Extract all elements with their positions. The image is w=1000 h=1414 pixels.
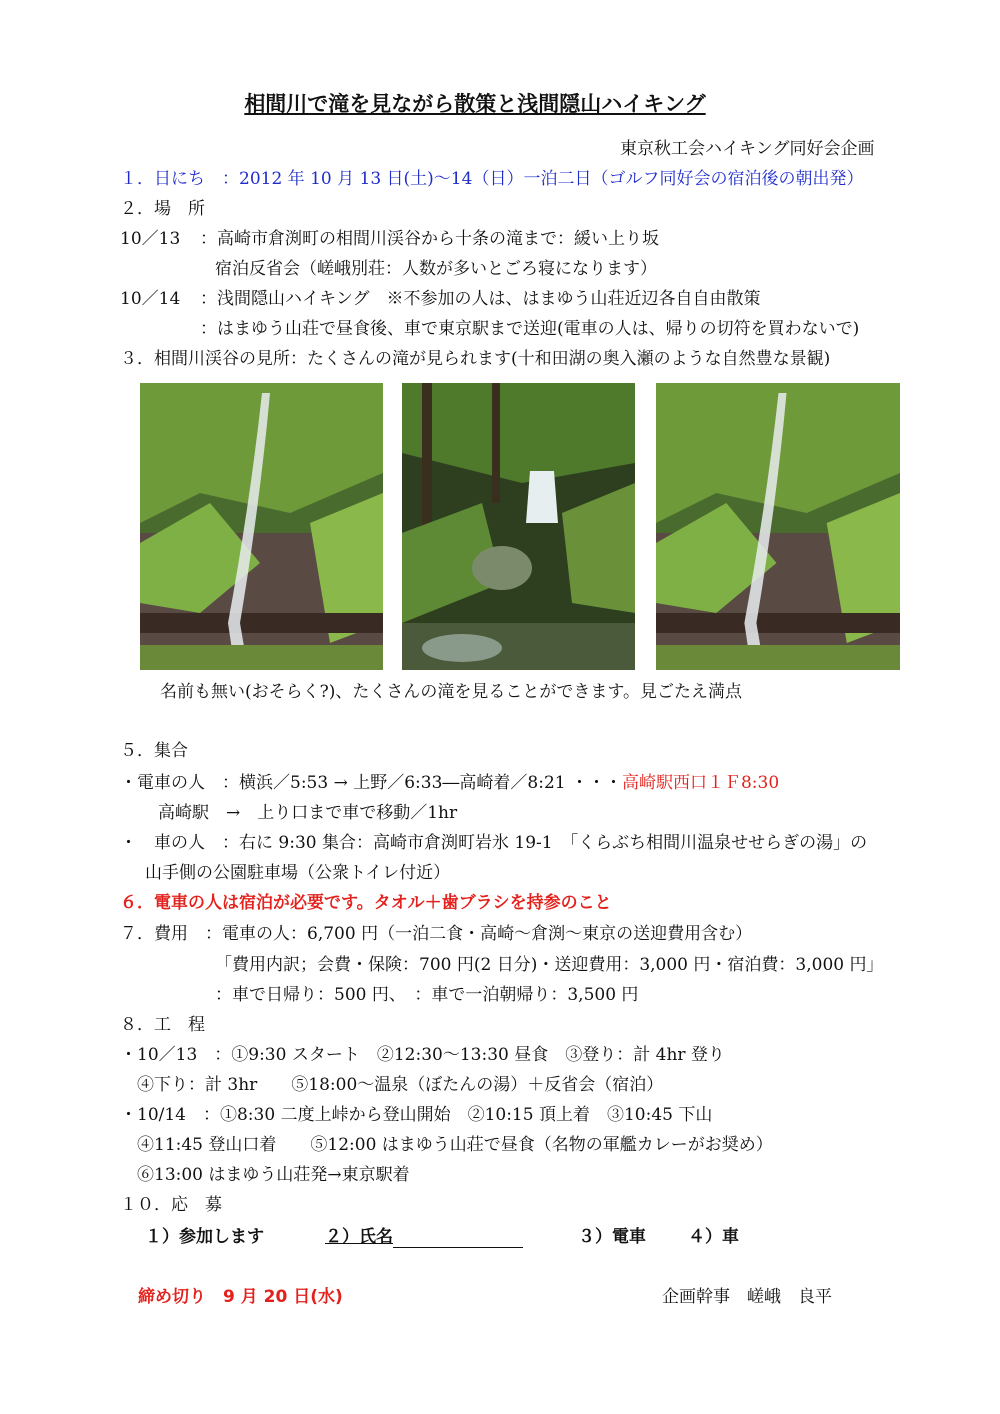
cost-breakdown: 「費用内訳；会費・保険：700 円(2 日分)・送迎費用：3,000 円・宿泊費：3,000 円」: [215, 955, 884, 975]
itinerary-day2-b: ④11:45 登山口着 ⑤12:00 はまゆう山荘で昼食（名物の軍艦カレーがお奨め）: [137, 1135, 773, 1155]
application-opt2-label: ２）氏名: [325, 1227, 393, 1247]
itinerary-heading: ８．工 程: [120, 1015, 205, 1035]
cost-heading: ７．費用 ：電車の人：6,700 円（一泊二食・高崎～倉渕～東京の送迎費用含む）: [120, 924, 753, 944]
name-blank[interactable]: [393, 1229, 523, 1248]
meeting-heading: ５．集合: [120, 741, 188, 761]
date-line: １．日にち ：2012 年 10 月 13 日(土)～14（日）一泊二日（ゴルフ同好会の宿泊後の朝出発）: [120, 169, 864, 189]
waterfall-photo-2: [402, 383, 635, 670]
meeting-train-sub: 高崎駅 → 上り口まで車で移動／1hr: [158, 803, 458, 823]
highlights: ３．相間川渓谷の見所：たくさんの滝が見られます(十和田湖の奥入瀬のような自然豊な景観): [120, 349, 831, 369]
place-day1-label: 10／13: [120, 229, 181, 249]
meeting-train-point: 高崎駅西口１Ｆ8:30: [621, 773, 780, 793]
waterfall-photo-1: [140, 383, 383, 670]
photo-caption: 名前も無い(おそらく?)、たくさんの滝を見ることができます。見ごたえ満点: [160, 682, 743, 702]
place-day1-sub: 宿泊反省会（嵯峨別荘：人数が多いとごろ寝になります）: [215, 259, 657, 279]
meeting-train: [120, 772, 779, 794]
itinerary-day2-c: ⑥13:00 はまゆう山荘発→東京駅着: [137, 1165, 410, 1185]
page-title: 相間川で滝を見ながら散策と浅間隠山ハイキング: [244, 92, 706, 116]
organizer: 東京秋工会ハイキング同好会企画: [620, 139, 875, 159]
application-opt4: ４）車: [688, 1227, 739, 1247]
place-day2-sub: ：はまゆう山荘で昼食後、車で東京駅まで送迎(電車の人は、帰りの切符を買わないで): [200, 319, 860, 339]
application-opt3: ３）電車: [578, 1227, 646, 1247]
application-opt1: １）参加します: [145, 1227, 264, 1247]
itinerary-day2-a: ・10/14 ：①8:30 二度上峠から登山開始 ②10:15 頂上着 ③10:45 下山: [120, 1105, 713, 1125]
deadline: 締め切り 9 月 20 日(水): [138, 1287, 343, 1307]
place-day2-label: 10／14: [120, 289, 181, 309]
meeting-train-text: ・電車の人 ：横浜／5:53 → 上野／6:33―高崎着／8:21 ・・・: [120, 773, 622, 793]
meeting-car-sub: 山手側の公園駐車場（公衆トイレ付近）: [145, 863, 451, 883]
waterfall-photo-3: [656, 383, 900, 670]
application-opt2: [325, 1226, 523, 1248]
application-heading: １０．応 募: [120, 1195, 222, 1215]
place-day2-text: ：浅間隠山ハイキング ※不参加の人は、はまゆう山荘近辺各自自由散策: [200, 289, 761, 309]
itinerary-day1-a: ・10／13 ：①9:30 スタート ②12:30～13:30 昼食 ③登り：計 4hr 登り: [120, 1045, 725, 1065]
planner: 企画幹事 嵯峨 良平: [662, 1287, 832, 1307]
place-heading: ２．場 所: [120, 199, 205, 219]
meeting-car: ・ 車の人 ：右に 9:30 集合：高崎市倉渕町岩氷 19-1 「くらぶち相間川温泉せせらぎの湯」の: [120, 833, 868, 853]
cost-car: ：車で日帰り：500 円、 ：車で一泊朝帰り：3,500 円: [215, 985, 639, 1005]
itinerary-day1-b: ④下り：計 3hr ⑤18:00～温泉（ぼたんの湯）＋反省会（宿泊）: [137, 1075, 664, 1095]
notice: ６．電車の人は宿泊が必要です。タオル＋歯ブラシを持参のこと: [120, 893, 612, 913]
place-day1-text: ：高崎市倉渕町の相間川渓谷から十条の滝まで：緩い上り坂: [200, 229, 659, 249]
